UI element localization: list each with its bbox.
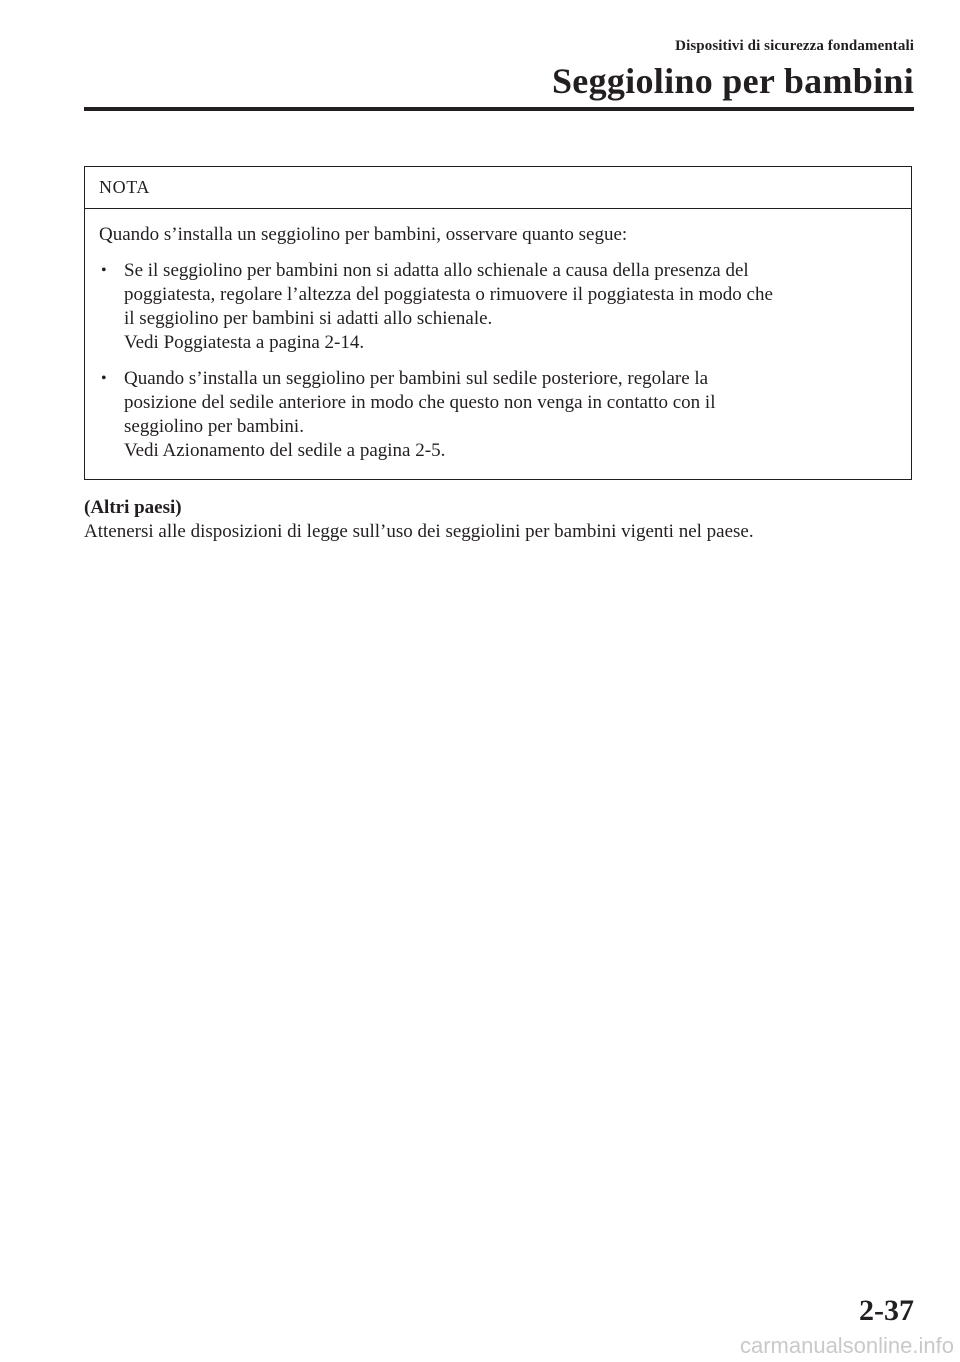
section-paragraph: Attenersi alle disposizioni di legge sull’uso dei seggiolini per bambini vigenti nel paese.	[84, 521, 754, 542]
bullet-line: posizione del sedile anteriore in modo che questo non venga in contatto con il	[124, 392, 716, 413]
bullet-icon: •	[101, 262, 107, 279]
bullet-line: Quando s’installa un seggiolino per bambini sul sedile posteriore, regolare la	[124, 368, 709, 389]
note-body	[85, 209, 911, 463]
bullet-reference: Vedi Azionamento del sedile a pagina 2-5.	[124, 440, 446, 461]
bullet-line: Se il seggiolino per bambini non si adatta allo schienale a causa della presenza del	[124, 260, 749, 281]
section-heading: (Altri paesi)	[84, 497, 182, 518]
bullet-line: il seggiolino per bambini si adatti allo schienale.	[124, 308, 493, 329]
note-box	[84, 166, 912, 480]
note-bullet-headrest	[99, 259, 899, 355]
bullet-line: poggiatesta, regolare l’altezza del poggiatesta o rimuovere il poggiatesta in modo che	[124, 284, 773, 305]
page-title: Seggiolino per bambini	[551, 61, 914, 101]
note-label: NOTA	[85, 167, 911, 209]
bullet-icon: •	[101, 370, 107, 387]
watermark: carmanualsonline.info	[739, 1333, 954, 1358]
note-bullet-front-seat	[99, 367, 899, 463]
header-divider	[84, 107, 914, 111]
bullet-line: seggiolino per bambini.	[124, 416, 304, 437]
note-intro: Quando s’installa un seggiolino per bambini, osservare quanto segue:	[99, 224, 628, 245]
section-label: Dispositivi di sicurezza fondamentali	[675, 38, 914, 54]
bullet-reference: Vedi Poggiatesta a pagina 2-14.	[124, 332, 365, 353]
page-number: 2-37	[859, 1294, 914, 1327]
